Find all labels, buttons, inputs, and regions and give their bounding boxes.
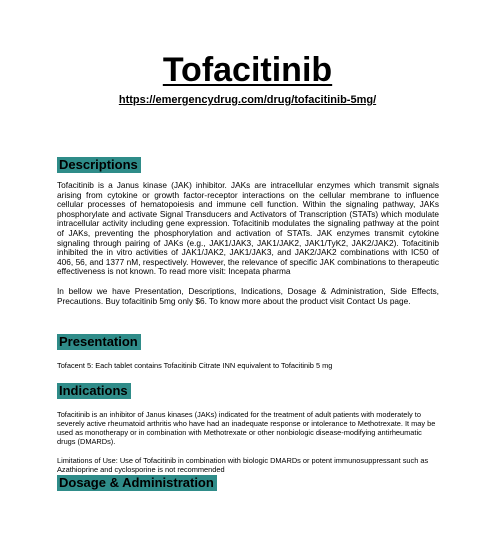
descriptions-section xyxy=(57,156,439,306)
descriptions-heading: Descriptions xyxy=(57,157,141,173)
indications-paragraph-1: Tofacitinib is an inhibitor of Janus kinases (JAKs) indicated for the treatment of adult patients with moderately to severely active rheumatoid arthritis who have had an inadequate response or intolerance to Methotrexate. It may be used as monotherapy or in combination with Methotrexate or other nonbiologic disease-modifying antirheumatic drugs (DMARDs). xyxy=(57,410,436,446)
source-url-link[interactable]: https://emergencydrug.com/drug/tofacitinib-5mg/ xyxy=(118,94,377,106)
presentation-heading: Presentation xyxy=(57,334,141,350)
indications-heading: Indications xyxy=(57,383,131,399)
document-page xyxy=(0,52,495,547)
document-title: Tofacitinib xyxy=(162,51,333,89)
indications-section xyxy=(57,382,439,474)
indications-paragraph-2: Limitations of Use: Use of Tofacitinib in combination with biologic DMARDs or potent immunosuppressant such as Azathioprine and cyclosporine is not recommended xyxy=(57,456,429,474)
presentation-section xyxy=(57,333,439,370)
dosage-section xyxy=(57,474,439,492)
descriptions-paragraph-1: Tofacitinib is a Janus kinase (JAK) inhibitor. JAKs are intracellular enzymes which transmit signals arising from cytokine or growth factor-receptor interactions on the cellular membrane to influence cellular processes of hematopoiesis and immune cell function. Within the signaling pathway, JAKs phosphorylate and activate Signal Transducers and Activators of Transcription (STATs) which modulate intracellular activity including gene expression. Tofacitinib modulates the signaling pathway at the point of JAKs, preventing the phosphorylation and activation of STATs. JAK enzymes transmit cytokine signaling through pairing of JAKs (e.g., JAK1/JAK3, JAK1/JAK2, JAK1/TyK2, JAK2/JAK2). Tofacitinib inhibited the in vitro activities of JAK1/JAK2, JAK1/JAK3, and JAK2/JAK2 combinations with IC50 of 406, 56, and 1377 nM, respectively. However, the relevance of specific JAK combinations to therapeutic effectiveness is not known. To read more visit: Incepata pharma xyxy=(57,180,439,277)
presentation-paragraph: Tofacent 5: Each tablet contains Tofacitinib Citrate INN equivalent to Tofacitinib 5 mg xyxy=(57,361,333,370)
dosage-heading: Dosage & Administration xyxy=(57,475,217,491)
descriptions-paragraph-2: In bellow we have Presentation, Descriptions, Indications, Dosage & Administration, Side Effects, Precautions. Buy tofacitinib 5mg only $6. To know more about the product visit Contact Us page. xyxy=(57,285,439,306)
